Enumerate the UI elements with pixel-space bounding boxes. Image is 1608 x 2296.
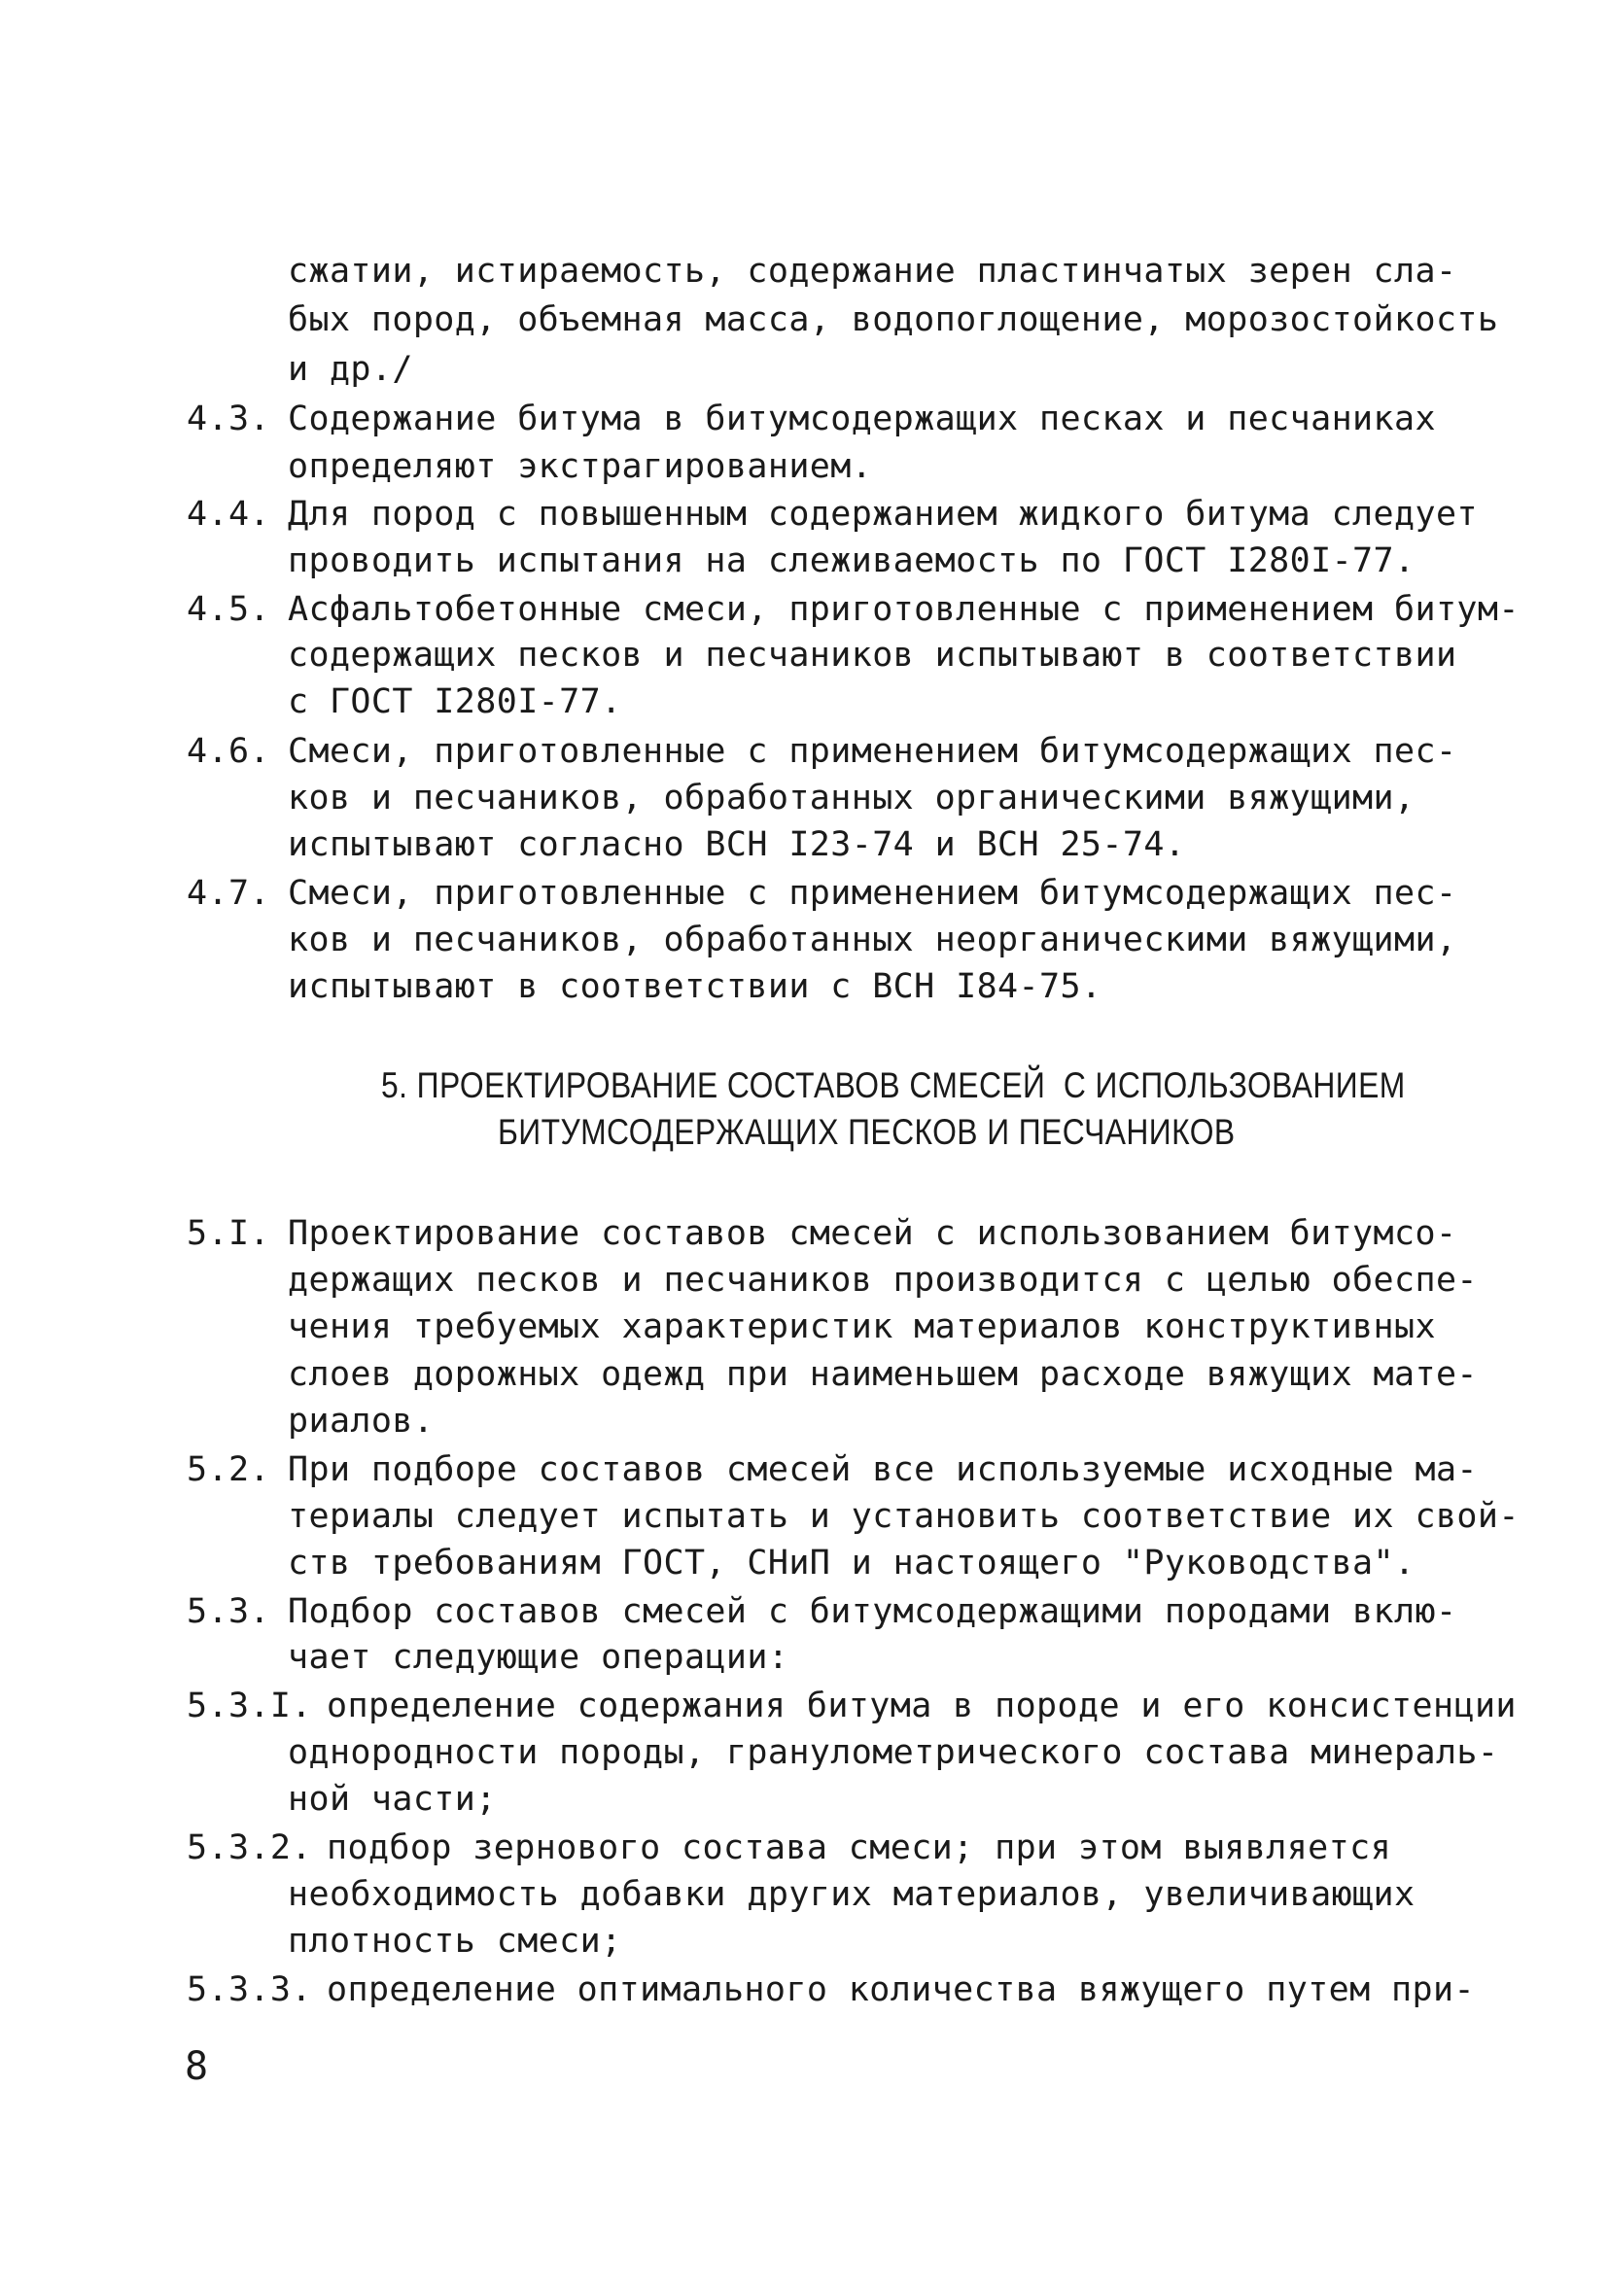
item-number-5-2: 5.2. bbox=[187, 1450, 270, 1489]
item-5-3-2-line-3: плотность смеси; bbox=[288, 1922, 622, 1961]
continuation-line-1: сжатии, истираемость, содержание пластинчатых зерен сла- bbox=[288, 252, 1457, 291]
item-4-7-line-3: испытывают в соответствии с ВСН I84-75. bbox=[288, 967, 1102, 1006]
item-5-2-line-3: ств требованиям ГОСТ, СНиП и настоящего "Руководства". bbox=[288, 1544, 1416, 1583]
section-5-heading-line-1: 5. ПРОЕКТИРОВАНИЕ СОСТАВОВ СМЕСЕЙ С ИСПОЛЬЗОВАНИЕМ bbox=[381, 1065, 1406, 1105]
item-4-6-line-3: испытывают согласно ВСН I23-74 и ВСН 25-74. bbox=[288, 825, 1186, 864]
item-number-5-3-2: 5.3.2. bbox=[187, 1828, 312, 1867]
item-number-4-5: 4.5. bbox=[187, 590, 270, 629]
item-5-1-line-1: Проектирование составов смесей с использованием битумсо- bbox=[288, 1214, 1457, 1253]
continuation-line-3: и др./ bbox=[288, 350, 413, 389]
continuation-line-2: бых пород, объемная масса, водопоглощение, морозостойкость bbox=[288, 300, 1499, 339]
item-number-4-3: 4.3. bbox=[187, 400, 270, 438]
item-number-5-3-3: 5.3.3. bbox=[187, 1970, 312, 2009]
item-4-6-line-1: Смеси, приготовленные с применением битумсодержащих пес- bbox=[288, 732, 1457, 771]
item-5-3-line-2: чает следующие операции: bbox=[288, 1638, 789, 1677]
item-4-5-line-2: содержащих песков и песчаников испытывают в соответствии bbox=[288, 636, 1457, 675]
item-5-3-line-1: Подбор составов смесей с битумсодержащими породами вклю- bbox=[288, 1592, 1457, 1631]
item-4-7-line-2: ков и песчаников, обработанных неорганическими вяжущими, bbox=[288, 921, 1457, 959]
item-number-5-1: 5.I. bbox=[187, 1214, 270, 1253]
item-4-4-line-2: проводить испытания на слеживаемость по ГОСТ I280I-77. bbox=[288, 541, 1416, 580]
item-5-1-line-4: слоев дорожных одежд при наименьшем расходе вяжущих мате- bbox=[288, 1355, 1478, 1394]
item-4-4-line-1: Для пород с повышенным содержанием жидкого битума следует bbox=[288, 495, 1478, 534]
item-4-5-line-1: Асфальтобетонные смеси, приготовленные с применением битум- bbox=[288, 590, 1520, 629]
item-5-3-2-line-2: необходимость добавки других материалов, увеличивающих bbox=[288, 1875, 1416, 1914]
item-4-3-line-2: определяют экстрагированием. bbox=[288, 447, 873, 486]
item-number-4-6: 4.6. bbox=[187, 732, 270, 771]
item-5-1-line-3: чения требуемых характеристик материалов конструктивных bbox=[288, 1307, 1436, 1346]
item-5-3-3-line-1: определение оптимального количества вяжущего путем при- bbox=[327, 1970, 1475, 2009]
item-4-6-line-2: ков и песчаников, обработанных органическими вяжущими, bbox=[288, 779, 1416, 818]
item-number-5-3-1: 5.3.I. bbox=[187, 1687, 312, 1725]
item-5-3-2-line-1: подбор зернового состава смеси; при этом выявляется bbox=[327, 1828, 1392, 1867]
item-5-2-line-2: териалы следует испытать и установить соответствие их свой- bbox=[288, 1497, 1520, 1536]
item-5-3-1-line-2: однородности породы, гранулометрического состава минераль- bbox=[288, 1733, 1499, 1772]
item-4-5-line-3: с ГОСТ I280I-77. bbox=[288, 682, 622, 721]
item-5-1-line-2: держащих песков и песчаников производится с целью обеспе- bbox=[288, 1261, 1478, 1300]
item-5-3-1-line-1: определение содержания битума в породе и его консистенции bbox=[327, 1687, 1517, 1725]
item-4-3-line-1: Содержание битума в битумсодержащих песках и песчаниках bbox=[288, 400, 1436, 438]
section-5-heading-line-2: БИТУМСОДЕРЖАЩИХ ПЕСКОВ И ПЕСЧАНИКОВ bbox=[498, 1112, 1236, 1152]
item-5-2-line-1: При подборе составов смесей все используемые исходные ма- bbox=[288, 1450, 1478, 1489]
item-number-4-4: 4.4. bbox=[187, 495, 270, 534]
item-5-1-line-5: риалов. bbox=[288, 1402, 435, 1441]
item-number-4-7: 4.7. bbox=[187, 874, 270, 913]
item-number-5-3: 5.3. bbox=[187, 1592, 270, 1631]
item-5-3-1-line-3: ной части; bbox=[288, 1780, 497, 1819]
page-number: 8 bbox=[185, 2044, 209, 2089]
item-4-7-line-1: Смеси, приготовленные с применением битумсодержащих пес- bbox=[288, 874, 1457, 913]
